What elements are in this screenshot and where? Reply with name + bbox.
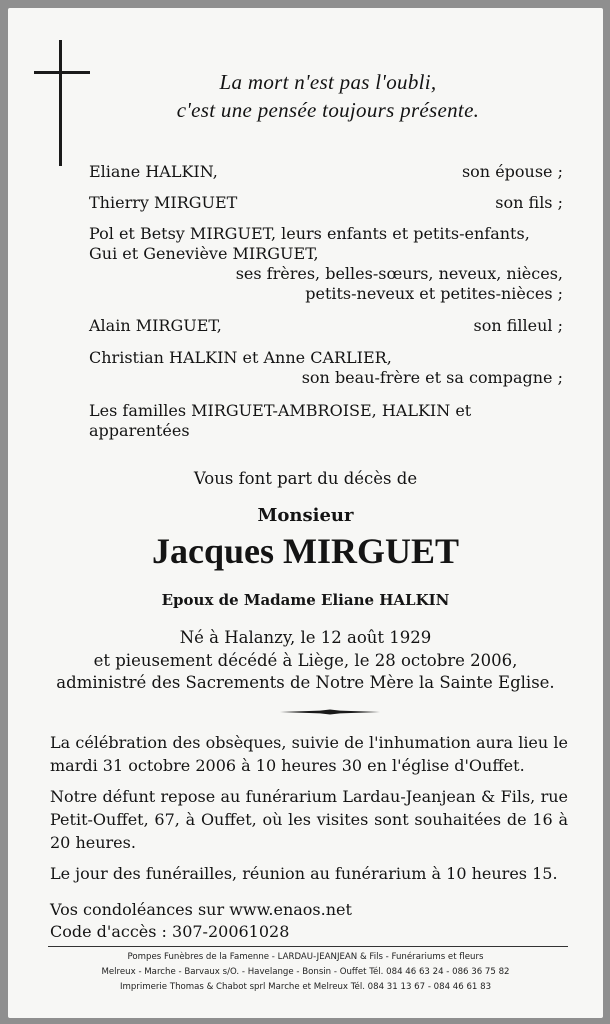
siblings-line-2: Gui et Geneviève MIRGUET, (89, 244, 319, 263)
condolences-line-1: Vos condoléances sur www.enaos.net (50, 900, 352, 919)
obituary-card (8, 8, 603, 1018)
footer-line-1: Pompes Funèbres de la Famenne - LARDAU-JEANJEAN & Fils - Funérariums et fleurs (127, 952, 484, 962)
footer-line-3: Imprimerie Thomas & Chabot sprl Marche et Melreux Tél. 084 31 13 67 - 084 46 61 83 (119, 982, 492, 992)
siblings-line-4: petits-neveux et petites-nièces ; (305, 284, 563, 303)
family-relation-son: son fils ; (495, 193, 563, 212)
inlaws-line-1: Christian HALKIN et Anne CARLIER, (89, 348, 392, 367)
siblings-line-3: ses frères, belles-sœurs, neveux, nièces, (235, 264, 563, 283)
condolences-line-2: Code d'accès : 307-20061028 (50, 922, 290, 941)
family-relation-wife: son épouse ; (461, 162, 563, 181)
family-name-wife: Eliane HALKIN, (89, 162, 218, 181)
families-line-1: Les familles MIRGUET-AMBROISE, HALKIN et (89, 401, 472, 420)
sacraments-line: administré des Sacrements de Notre Mère la Sainte Eglise. (56, 673, 555, 692)
divider-ornament (280, 708, 380, 716)
deceased-name: Jacques MIRGUET (151, 531, 460, 571)
birth-line: Né à Halanzy, le 12 août 1929 (179, 628, 432, 647)
footer-line-2: Melreux - Marche - Barvaux s/O. - Havelange - Bonsin - Ouffet Tél. 084 46 63 24 - 086 36 75 82 (101, 967, 510, 977)
siblings-line-1: Pol et Betsy MIRGUET, leurs enfants et petits-enfants, (89, 224, 530, 243)
meeting-paragraph: Le jour des funérailles, réunion au funérarium à 10 heures 15. (50, 864, 558, 883)
quote-line-1: La mort n'est pas l'oubli, (219, 70, 437, 94)
death-line: et pieusement décédé à Liège, le 28 octobre 2006, (93, 651, 518, 670)
announcement: Vous font part du décès de (193, 469, 418, 488)
godson-relation: son filleul ; (473, 316, 563, 335)
footer-rule (48, 946, 568, 947)
inlaws-line-2: son beau-frère et sa compagne ; (301, 368, 563, 387)
cross-icon (34, 40, 90, 166)
godson-name: Alain MIRGUET, (89, 316, 222, 335)
funeral-home-paragraph: Notre défunt repose au funérarium Lardau-Jeanjean & Fils, rue Petit-Ouffet, 67, à Ouffet, où les visites sont souhaitées de 16 à 20 heures. (50, 787, 568, 852)
honorific-title: Monsieur (257, 505, 354, 526)
ceremony-paragraph: La célébration des obsèques, suivie de l'inhumation aura lieu le mardi 31 octobre 2006 à 10 heures 30 en l'église d'Ouffet. (50, 733, 568, 775)
families-line-2: apparentées (89, 421, 190, 440)
quote-line-2: c'est une pensée toujours présente. (176, 98, 480, 122)
spouse-line: Epoux de Madame Eliane HALKIN (161, 591, 450, 609)
family-name-son: Thierry MIRGUET (89, 193, 238, 212)
